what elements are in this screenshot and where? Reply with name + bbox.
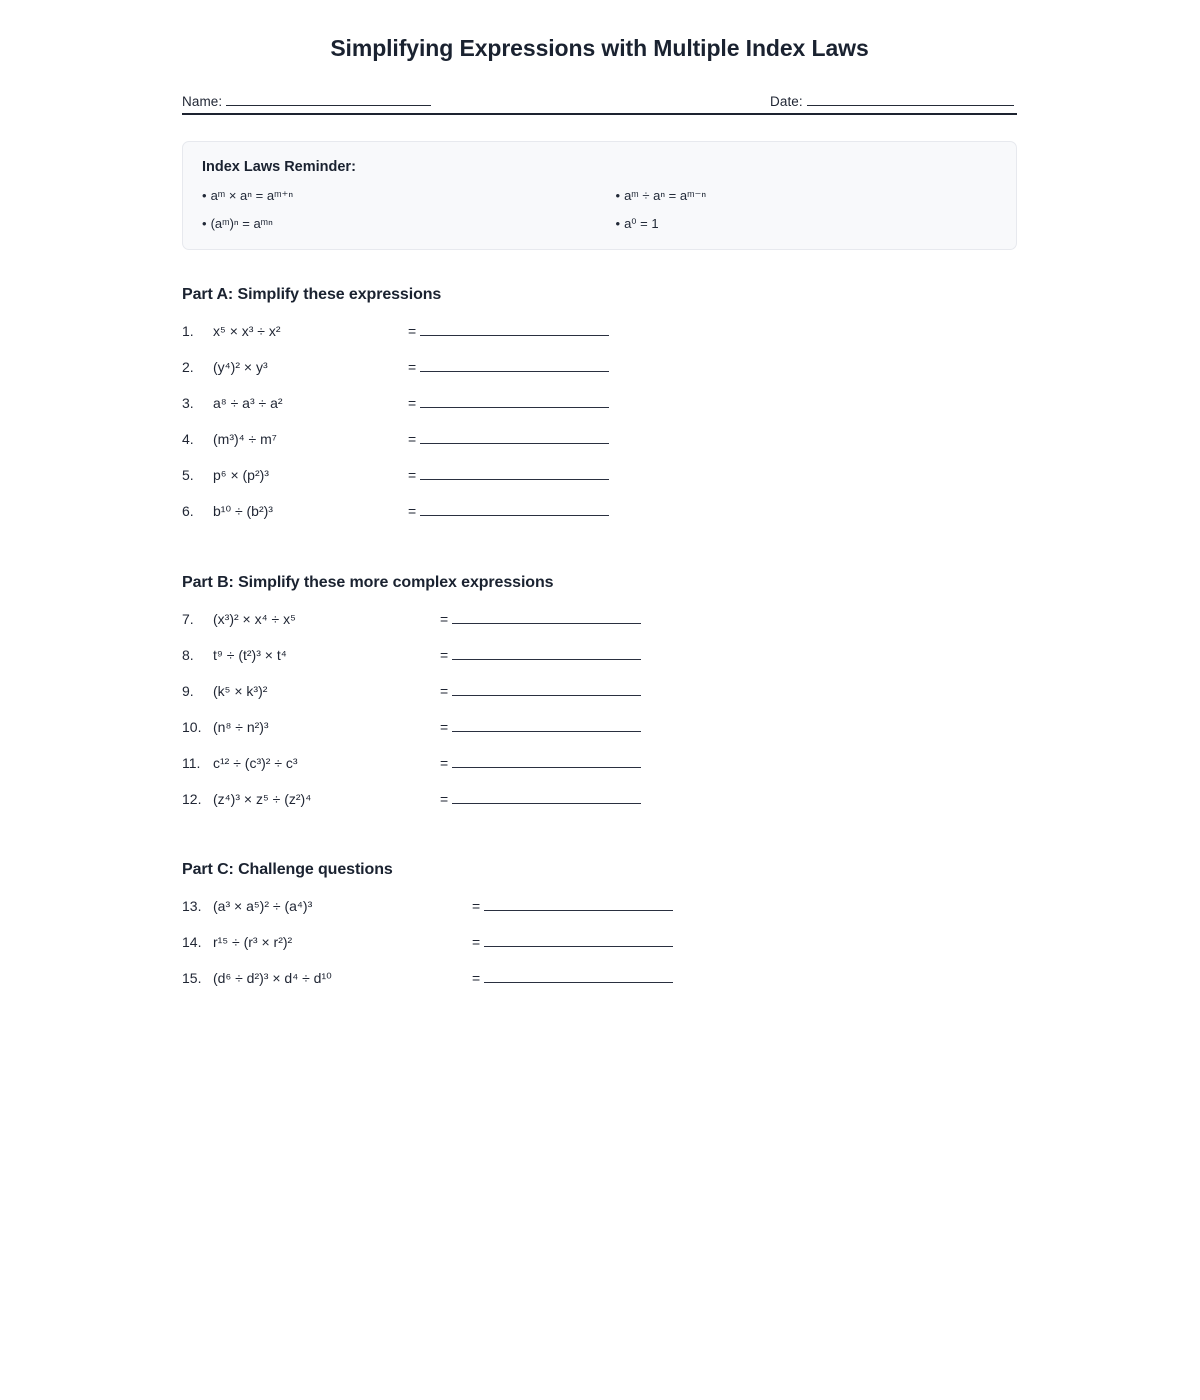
question-number: 11.: [182, 755, 201, 771]
answer-line[interactable]: [420, 499, 609, 516]
question-row: [182, 751, 1017, 787]
question-row: [182, 966, 1017, 1002]
name-write-line[interactable]: [226, 94, 431, 106]
reminder-heading: Index Laws Reminder:: [202, 159, 356, 175]
section-part-b: [182, 574, 1017, 823]
bullet-icon: •: [615, 188, 621, 203]
part-a-heading: Part A: Simplify these expressions: [182, 286, 442, 303]
index-law-text: (aᵐ)ⁿ = aᵐⁿ: [210, 216, 273, 231]
question-row: [182, 715, 1017, 751]
answer-line[interactable]: [420, 319, 609, 336]
equals-sign: =: [408, 395, 417, 411]
page-title: Simplifying Expressions with Multiple Index Laws: [330, 35, 869, 61]
equals-sign: =: [408, 431, 417, 447]
equals-sign: =: [408, 503, 417, 519]
equals-sign: =: [472, 898, 481, 914]
part-a-question-list: [182, 319, 1017, 535]
answer-line[interactable]: [452, 715, 641, 732]
question-row: [182, 787, 1017, 823]
question-number: 10.: [182, 719, 202, 735]
answer-line[interactable]: [484, 966, 673, 983]
equals-sign: =: [440, 755, 449, 771]
question-row: [182, 319, 1017, 355]
name-label: Name:: [182, 94, 223, 109]
answer-line[interactable]: [452, 643, 641, 660]
equals-sign: =: [440, 647, 449, 663]
bullet-icon: •: [202, 216, 207, 231]
question-row: [182, 930, 1017, 966]
question-row: [182, 499, 1017, 535]
question-number: 9.: [182, 683, 194, 699]
question-expression: r¹⁵ ÷ (r³ × r²)²: [213, 934, 293, 950]
answer-line[interactable]: [452, 679, 641, 696]
answer-line[interactable]: [452, 607, 641, 624]
section-part-a: [182, 286, 1017, 535]
answer-line[interactable]: [484, 930, 673, 947]
index-laws-column-left: [202, 189, 600, 230]
answer-line[interactable]: [452, 787, 641, 804]
index-laws-grid: [202, 189, 997, 230]
index-law-text: a⁰ = 1: [624, 216, 659, 231]
question-number: 2.: [182, 359, 194, 375]
question-expression: (k⁵ × k³)²: [213, 683, 268, 699]
date-write-line[interactable]: [807, 94, 1014, 106]
question-number: 5.: [182, 467, 194, 483]
index-law-text: aᵐ ÷ aⁿ = aᵐ⁻ⁿ: [624, 188, 707, 203]
question-number: 3.: [182, 395, 194, 411]
question-row: [182, 679, 1017, 715]
index-laws-reminder-box: [182, 141, 1017, 250]
question-expression: p⁶ × (p²)³: [213, 467, 269, 483]
equals-sign: =: [440, 683, 449, 699]
question-row: [182, 355, 1017, 391]
question-number: 14.: [182, 934, 202, 950]
question-row: [182, 894, 1017, 930]
question-expression: (y⁴)² × y³: [213, 359, 268, 375]
question-number: 13.: [182, 898, 202, 914]
equals-sign: =: [440, 791, 449, 807]
index-law-item: [616, 189, 998, 202]
answer-line[interactable]: [420, 427, 609, 444]
index-law-item: [202, 217, 600, 230]
question-row: [182, 391, 1017, 427]
question-expression: (z⁴)³ × z⁵ ÷ (z²)⁴: [213, 791, 312, 807]
section-part-c: [182, 861, 1017, 1002]
question-expression: (m³)⁴ ÷ m⁷: [213, 431, 277, 447]
equals-sign: =: [440, 611, 449, 627]
question-number: 1.: [182, 323, 194, 339]
date-label: Date:: [770, 94, 803, 109]
question-expression: (n⁸ ÷ n²)³: [213, 719, 269, 735]
question-row: [182, 427, 1017, 463]
equals-sign: =: [472, 934, 481, 950]
part-c-question-list: [182, 894, 1017, 1002]
equals-sign: =: [440, 719, 449, 735]
equals-sign: =: [408, 323, 417, 339]
bullet-icon: •: [202, 188, 207, 203]
question-expression: c¹² ÷ (c³)² ÷ c³: [213, 755, 298, 771]
index-law-item: [616, 217, 998, 230]
question-expression: t⁹ ÷ (t²)³ × t⁴: [213, 647, 287, 663]
question-row: [182, 607, 1017, 643]
answer-line[interactable]: [420, 355, 609, 372]
equals-sign: =: [408, 359, 417, 375]
part-c-heading: Part C: Challenge questions: [182, 861, 393, 878]
index-law-text: aᵐ × aⁿ = aᵐ⁺ⁿ: [210, 188, 294, 203]
question-expression: x⁵ × x³ ÷ x²: [213, 323, 281, 339]
question-expression: (a³ × a⁵)² ÷ (a⁴)³: [213, 898, 313, 914]
equals-sign: =: [472, 970, 481, 986]
worksheet-content: [182, 0, 1017, 1002]
question-number: 12.: [182, 791, 202, 807]
header-divider: [182, 113, 1017, 115]
answer-line[interactable]: [420, 391, 609, 408]
student-meta-row: [182, 83, 1017, 109]
bullet-icon: •: [615, 216, 621, 231]
question-number: 4.: [182, 431, 194, 447]
question-number: 7.: [182, 611, 194, 627]
name-field[interactable]: [182, 94, 431, 109]
part-b-heading: Part B: Simplify these more complex expressions: [182, 574, 554, 591]
answer-line[interactable]: [420, 463, 609, 480]
question-expression: (d⁶ ÷ d²)³ × d⁴ ÷ d¹⁰: [213, 970, 332, 986]
question-expression: a⁸ ÷ a³ ÷ a²: [213, 395, 283, 411]
question-expression: b¹⁰ ÷ (b²)³: [213, 503, 273, 519]
answer-line[interactable]: [484, 894, 673, 911]
equals-sign: =: [408, 467, 417, 483]
index-laws-column-right: [600, 189, 998, 230]
part-b-question-list: [182, 607, 1017, 823]
answer-line[interactable]: [452, 751, 641, 768]
question-number: 8.: [182, 647, 194, 663]
question-number: 15.: [182, 970, 202, 986]
question-number: 6.: [182, 503, 194, 519]
index-law-item: [202, 189, 600, 202]
date-field[interactable]: [770, 94, 1014, 109]
question-row: [182, 643, 1017, 679]
question-row: [182, 463, 1017, 499]
question-expression: (x³)² × x⁴ ÷ x⁵: [213, 611, 296, 627]
